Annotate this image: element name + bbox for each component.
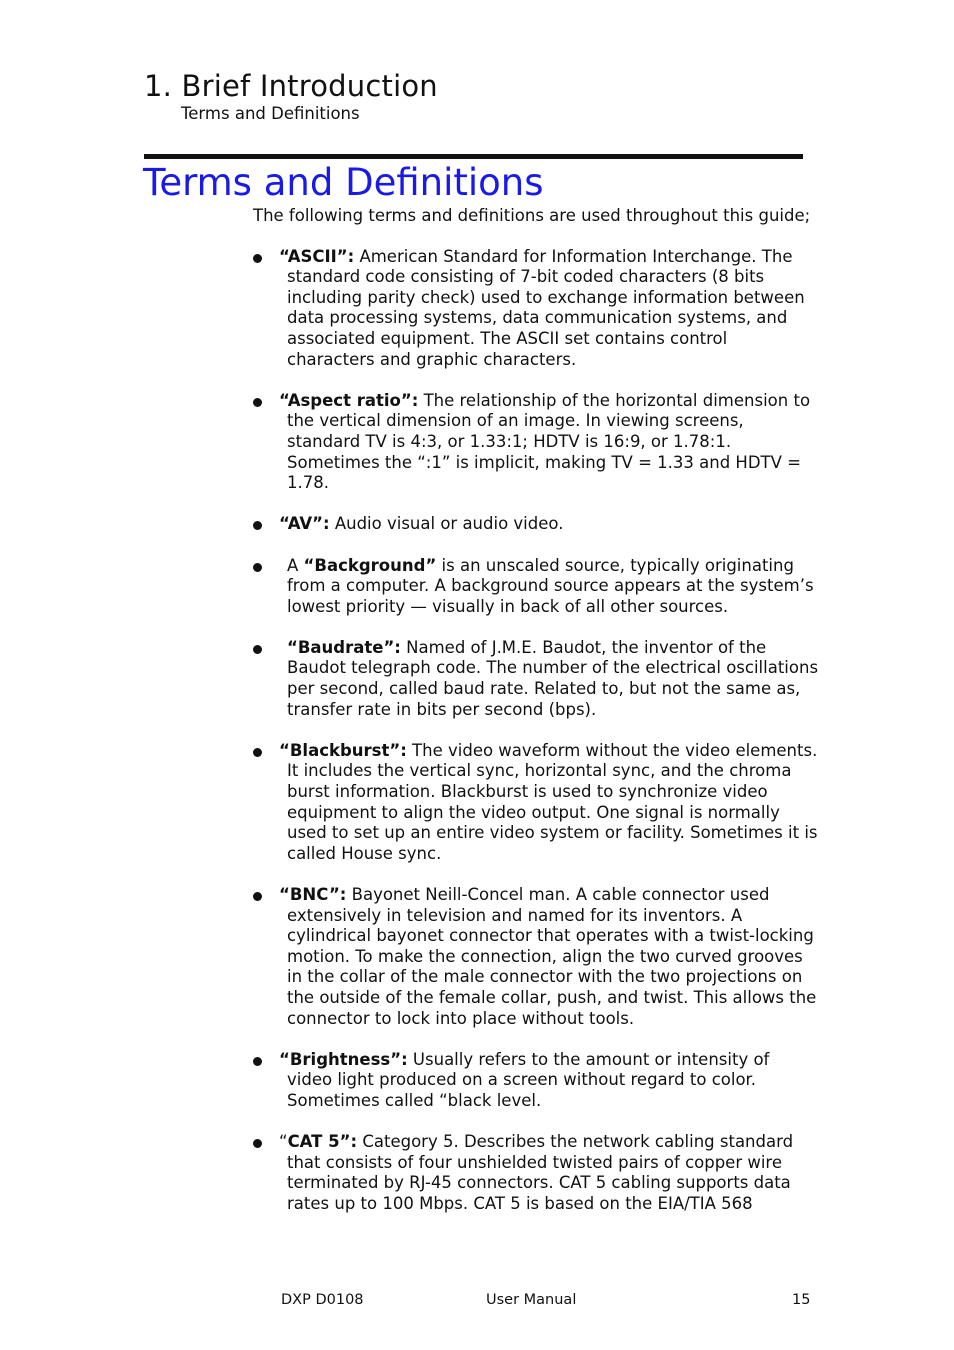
bullet-icon [253,254,262,263]
term-definition: The video waveform without the video elements. It includes the vertical sync, horizontal sync, and the chroma burst information. Blackburst is used to synchronize video equipment to align the video output. One signal is normally used to set up an entire video system or facility. Sometimes it is called House sync. [287,740,818,863]
chapter-title: 1. Brief Introduction [144,69,438,103]
bullet-icon [253,1057,262,1066]
term-name: “BNC”: [279,885,347,904]
term-name: “ASCII”: [279,246,355,266]
term-item-bnc [253,885,819,1029]
term-text [279,390,819,494]
term-name: “Background” [303,555,437,575]
bullet-icon [253,398,262,407]
footer-doc-type: User Manual [486,1292,577,1308]
term-item-cat5 [253,1132,819,1214]
term-name: “Blackburst”: [279,740,407,760]
term-lead [287,638,401,657]
terms-list [253,247,819,1215]
term-definition: The relationship of the horizontal dimension to the vertical dimension of an image. In viewing screens, standard TV is 4:3, or 1.33:1; HDTV is 16:9, or 1.78:1. Sometimes the “:1” is implicit, making TV = 1.33 and HDTV = 1.78. [287,390,811,493]
section-intro: The following terms and definitions are used throughout this guide; [253,206,811,225]
bullet-icon [253,892,262,901]
footer-page-number: 15 [792,1292,811,1308]
term-item-aspect-ratio [253,391,819,494]
term-name: “Brightness”: [279,1049,408,1069]
term-item-av [253,514,819,535]
term-lead [279,885,346,904]
term-prefix: “ [279,1132,288,1152]
term-item-ascii [253,247,819,371]
term-prefix: A [287,555,304,575]
term-text [279,740,819,865]
term-name: CAT 5”: [287,1132,358,1152]
term-lead [279,514,330,533]
bullet-icon [253,748,262,757]
term-text [287,638,819,720]
chapter-subtitle: Terms and Definitions [181,104,360,123]
bullet-icon [253,645,262,654]
term-lead [279,391,418,410]
term-text [279,514,819,535]
term-lead [279,1132,357,1151]
term-text [279,1132,819,1214]
term-item-blackburst [253,741,819,865]
term-text [287,556,819,618]
term-text [279,246,819,371]
term-definition: American Standard for Information Interchange. The standard code consisting of 7-bit coded characters (8 bits including parity check) used to exchange information between data processing systems, data communication systems, and associated equipment. The ASCII set contains control characters and graphic characters. [287,246,805,369]
bullet-icon [253,521,262,530]
section-title: Terms and Definitions [143,161,544,204]
term-definition: Bayonet Neill-Concel man. A cable connector used extensively in television and named for its inventors. A cylindrical bayonet connector that operates with a twist-locking motion. To make the connection, align the two curved grooves in the collar of the male connector with the two projections on the outside of the female collar, push, and twist. This allows the connector to lock into place without tools. [287,885,817,1028]
term-lead [279,247,354,266]
term-item-brightness [253,1050,819,1112]
term-definition: Audio visual or audio video. [329,514,564,534]
term-definition: Named of J.M.E. Baudot, the inventor of the Baudot telegraph code. The number of the electrical oscillations per second, called baud rate. Related to, but not the same as, transfer rate in bits per second (bps). [287,637,819,719]
term-text [279,1049,819,1112]
bullet-icon [253,1139,262,1148]
term-name: “Aspect ratio”: [279,390,419,410]
term-item-baudrate [253,638,819,720]
term-name: “AV”: [279,514,330,534]
terms-content [253,206,819,1235]
term-name: “Baudrate”: [287,637,401,657]
term-definition: is an unscaled source, typically originating from a computer. A background source appears at the system’s lowest priority — visually in back of all other sources. [287,555,814,616]
term-text [279,885,819,1029]
term-lead [279,741,407,760]
term-item-background [253,556,819,618]
bullet-icon [253,563,262,572]
term-lead [279,1050,408,1069]
footer-product: DXP D0108 [281,1292,364,1308]
term-definition: Category 5. Describes the network cabling standard that consists of four unshielded twisted pairs of copper wire terminated by RJ-45 connectors. CAT 5 cabling supports data rates up to 100 Mbps. CAT 5 is based on the EIA/TIA 568 [287,1132,794,1213]
term-lead [287,556,436,575]
term-definition: Usually refers to the amount or intensity of video light produced on a screen without regard to color. Sometimes called “black level. [287,1049,770,1110]
